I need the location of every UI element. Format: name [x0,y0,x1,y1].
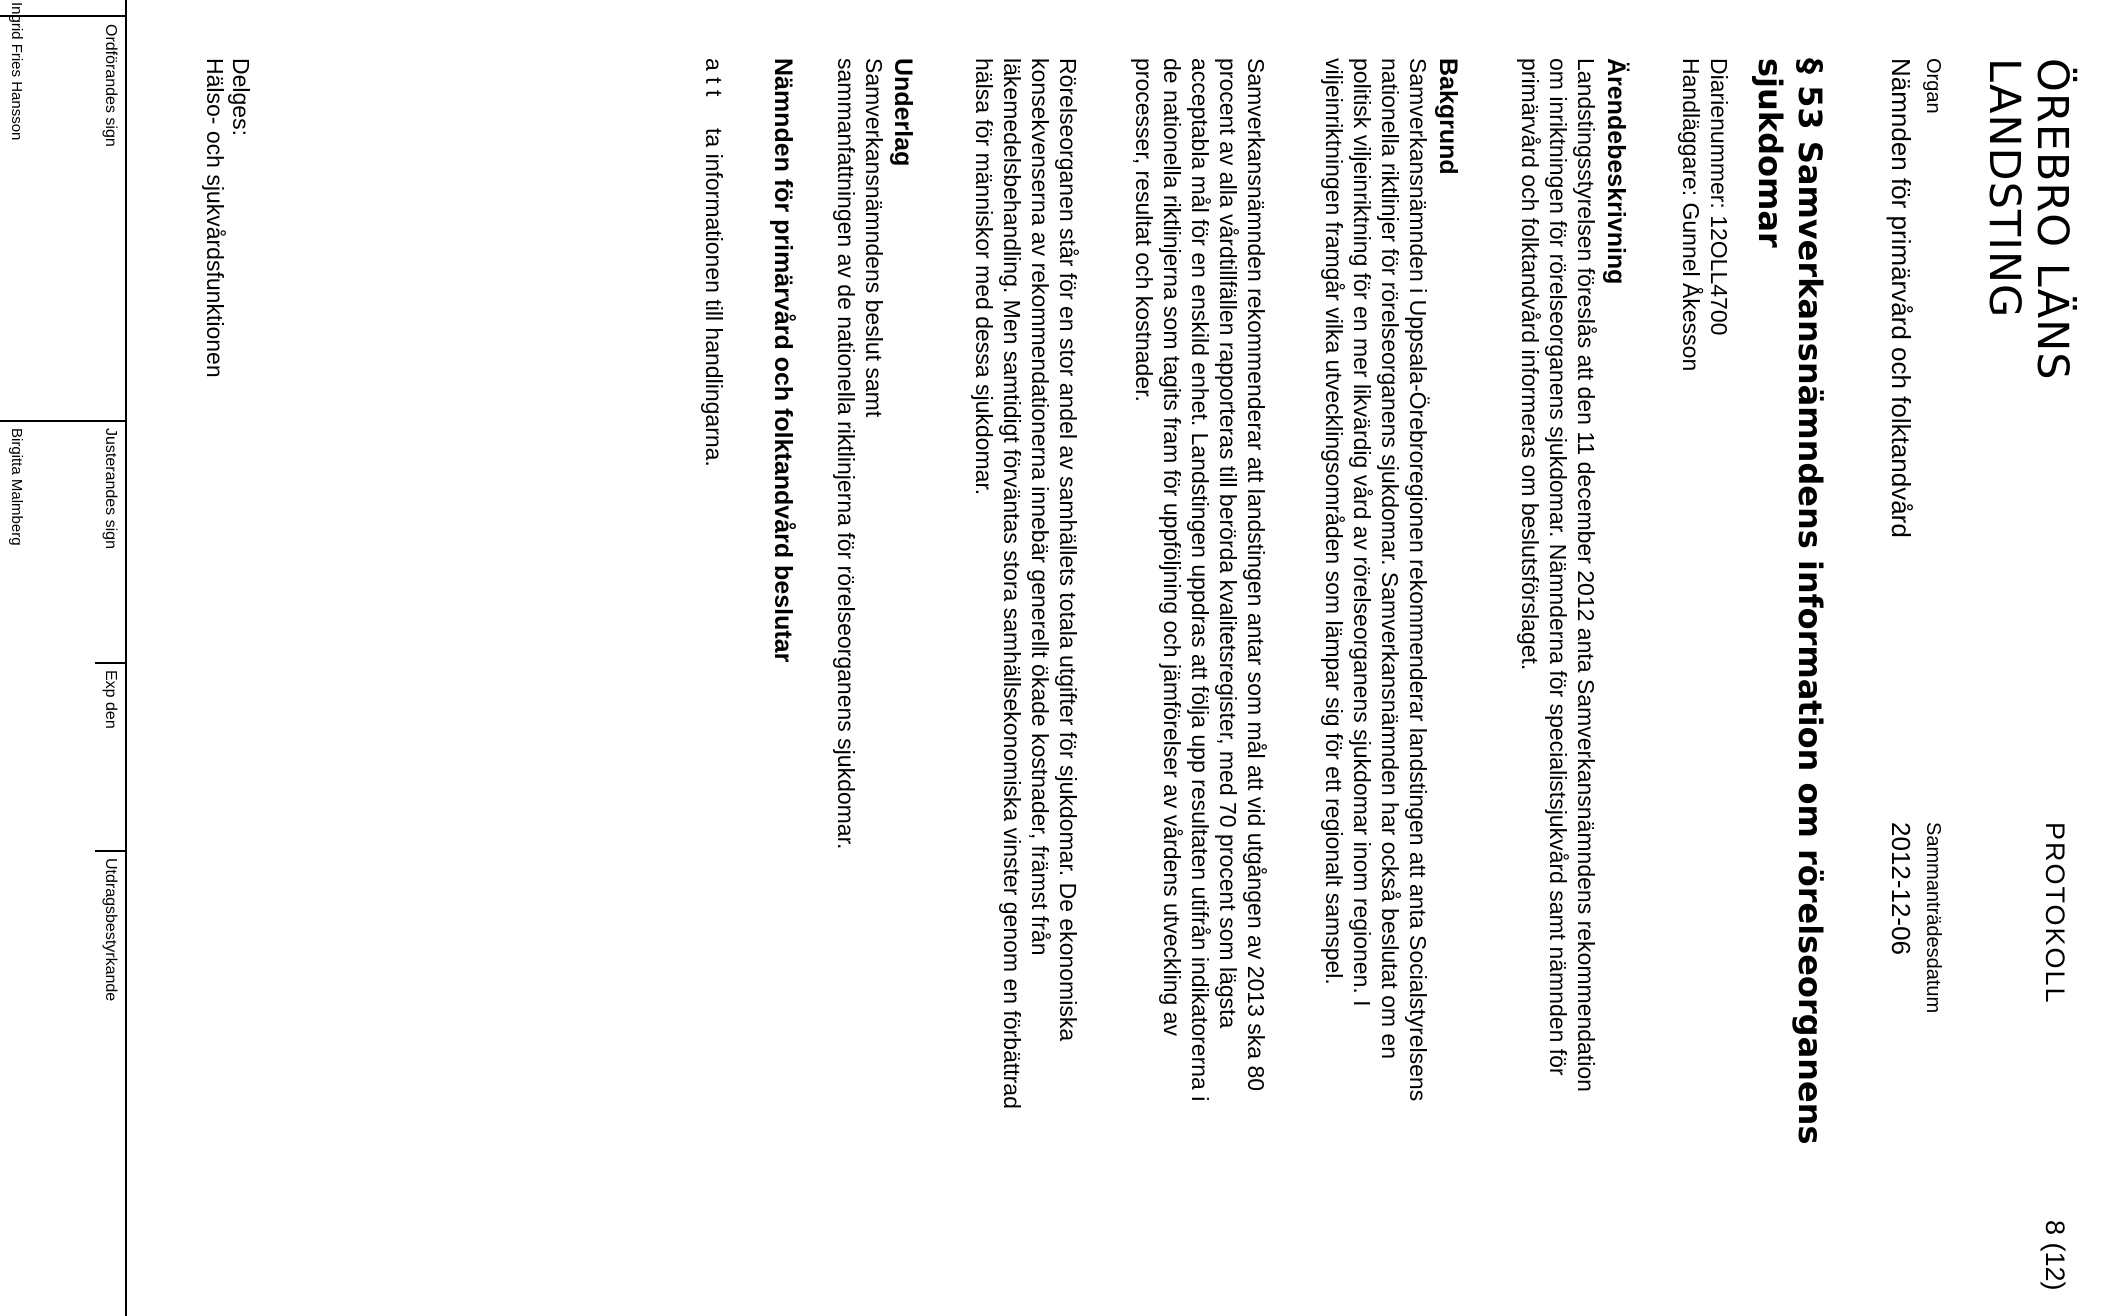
ordforande-name: Ingrid Fries Hansson [8,2,25,141]
section-title: § 53 Samverkansnämndens information om rörelseorganens sjukdomar [1751,58,1829,1145]
date-label: Sammanträdesdatum [1922,822,1944,1014]
handlaggare: Handläggare: Gunnel Åkesson [1678,58,1704,372]
bakgrund-paragraph-2: Samverkansnämnden rekommenderar att landstingen antar som mål att vid utgången av 2013 ska 80 procent av alla vårdtillfällen rapporteras till berörda kvalitetsregister, med 70 procent som lägsta acceptabla mål för en enskild enhet. Landstingen uppdras att följa upp resultaten utifrån indikatorerna i de nationella riktlinjerna som tagits fram för uppföljning och jämförelser av vårdens utveckling av processer, resultat och kostnader. [1131,58,1269,1102]
ordforande-sign-label: Ordförandes sign [102,24,119,147]
bakgrund-paragraph-1: Samverkansnämnden i Uppsala-Örebroregionen rekommenderar landstingen att anta Socialstyrelsens nationella riktlinjer för rörelseorganens sjukdomar. Samverkansnämnden har också beslutat om en politisk viljeinriktning för en mer likvärdig vård av rörelseorganens sjukdomar inom regionen. I viljeinriktningen framgår vilka utvecklingsområden som lämpar sig för ett regionalt samspel. [1321,58,1431,1102]
organ-value: Nämnden för primärvård och folktandvård [1886,58,1916,538]
signature-divider-2 [95,662,125,664]
signature-table [0,0,127,1316]
signature-divider-3 [95,850,125,852]
arende-heading: Ärendebeskrivning [1602,58,1630,285]
beslut-heading: Nämnden för primärvård och folktandvård beslutar [769,58,797,663]
beslut-text: ta informationen till handlingarna. [701,128,727,467]
logo-line-2: LANDSTING [1979,58,2029,319]
justerande-name: Birgitta Malmberg [8,428,25,546]
underlag-heading: Underlag [889,58,917,167]
document-type: PROTOKOLL [2040,822,2070,1005]
date-value: 2012-12-06 [1886,822,1916,955]
organ-label: Organ [1922,58,1944,114]
underlag-line-2: sammanfattningen av de nationella riktlinjerna för rörelseorganens sjukdomar. [833,58,859,850]
org-logo [1980,58,2076,381]
logo-line-1: ÖREBRO LÄNS [2027,58,2077,381]
exp-den-label: Exp den [102,670,119,729]
page-number: 8 (12) [2040,1220,2070,1291]
diarienummer: Diarienummer: 12OLL4700 [1706,58,1732,336]
utdragsbestyrkande-label: Utdragsbestyrkande [102,858,119,1002]
arende-text: Landstingsstyrelsen föreslås att den 11 december 2012 anta Samverkansnämndens rekommendation om inriktningen för rörelseorganens sjukdomar. Nämnderna för specialistsjukvård samt nämnden för primärvård och folktandvård informeras om beslutsförslaget. [1517,58,1599,1092]
underlag-line-1: Samverkansnämndens beslut samt [861,58,887,418]
bakgrund-heading: Bakgrund [1434,58,1462,175]
signature-divider-1 [0,420,125,422]
justerande-sign-label: Justerandes sign [102,428,119,549]
bakgrund-paragraph-3: Rörelseorganen står för en stor andel av samhällets totala utgifter för sjukdomar. De ekonomiska konsekvenserna av rekommendationerna innebär generellt ökade kostnader, främst från läkemedelsbehandling. Men samtidigt förväntas stora samhällsekonomiska vinster genom en förbättrad hälsa för människor med dessa sjukdomar. [971,58,1081,1109]
beslut-att: a t t [701,58,727,97]
delges-label: Delges: [228,58,254,136]
delges-value: Hälso- och sjukvårdsfunktionen [202,58,228,378]
